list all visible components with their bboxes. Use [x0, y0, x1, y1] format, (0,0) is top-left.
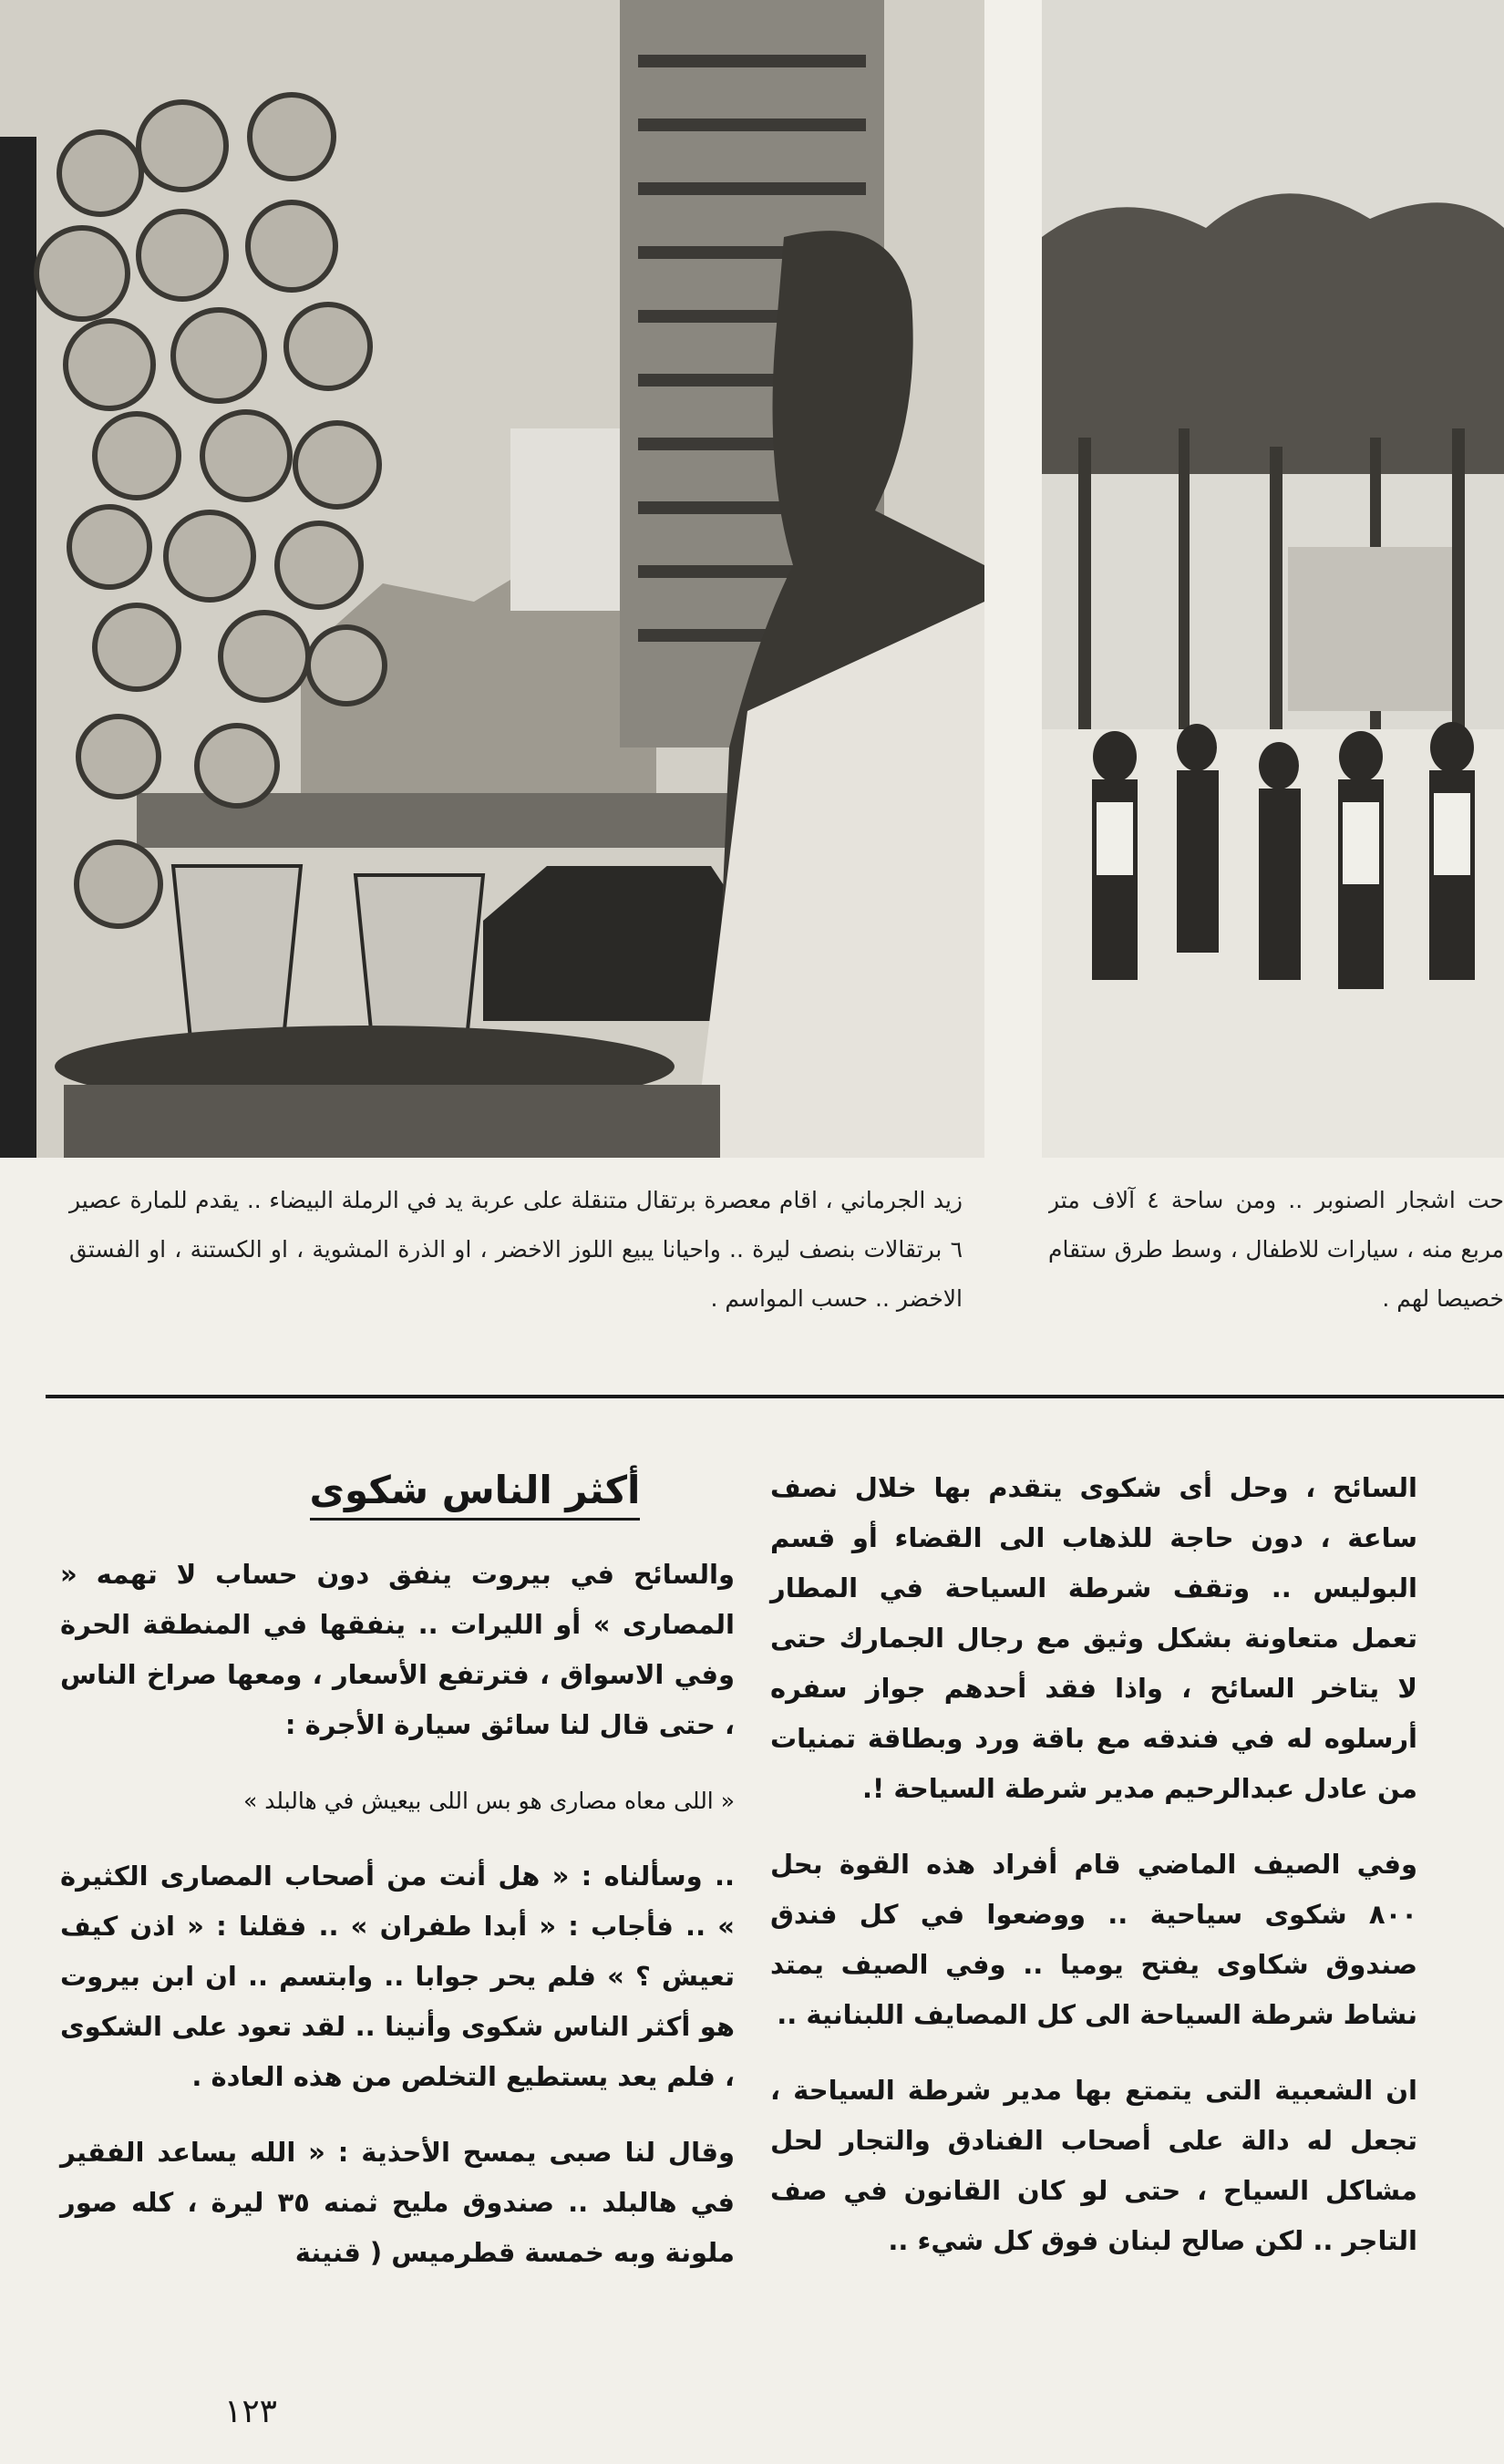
- photo-orange-juice-vendor: [0, 0, 984, 1158]
- caption-text: حت اشجار الصنوبر .. ومن ساحة ٤ آلاف متر مربع منه ، سيارات للاطفال ، وسط طرق ستقام خصيصا لهم .: [1048, 1187, 1504, 1312]
- paragraph: ان الشعبية التى يتمتع بها مدير شرطة السياحة ، تجعل له دالة على أصحاب الفنادق والتجار لحل مشاكل السياح ، حتى لو كان القانون في صف التاجر .. لكن صالح لبنان فوق كل شيء ..: [770, 2075, 1417, 2256]
- caption-text: زيد الجرماني ، اقام معصرة برتقال متنقلة على عربة يد في الرملة البيضاء .. يقدم للمارة عصير ٦ برتقالات بنصف ليرة .. واحيانا يبيع اللوز الاخضر ، او الذرة المشوية ، او الكستنة ، او الفستق الاخضر .. حسب المواسم .: [69, 1187, 963, 1312]
- photo-caption-left: [69, 1176, 963, 1324]
- section-heading: [60, 1463, 735, 1518]
- quote: « اللى معاه مصارى هو بس اللى بيعيش في هالبلد »: [243, 1788, 735, 1814]
- section-divider: [46, 1395, 1504, 1398]
- article-column-right: [770, 1463, 1417, 2292]
- section-heading-text: أكثر الناس شكوى: [310, 1468, 641, 1521]
- paragraph: وفي الصيف الماضي قام أفراد هذه القوة بحل ٨٠٠ شكوى سياحية .. ووضعوا في كل فندق صندوق شكاوى يفتح يوميا .. وفي الصيف يمتد نشاط شرطة السياحة الى كل المصايف اللبنانية ..: [770, 1849, 1417, 2030]
- paragraph: والسائح في بيروت ينفق دون حساب لا تهمه « المصارى » أو الليرات .. ينفقها في المنطقة الحرة وفي الاسواق ، فترتفع الأسعار ، ومعها صراخ الناس ، حتى قال لنا سائق سيارة الأجرة :: [60, 1559, 735, 1740]
- photo-caption-right: [1048, 1176, 1504, 1324]
- article-column-left: [60, 1463, 735, 2304]
- photo-park-children: [1042, 0, 1504, 1158]
- paragraph: .. وسألناه : « هل أنت من أصحاب المصارى الكثيرة » .. فأجاب : « أبدا طفران » .. فقلنا : « اذن كيف تعيش ؟ » فلم يحر جوابا .. وابتسم .. ان ابن بيروت هو أكثر الناس شكوى وأنينا .. لقد تعود على الشكوى ، فلم يعد يستطيع التخلص من هذه العادة .: [60, 1861, 735, 2092]
- page-number: ١٢٣: [223, 2393, 277, 2430]
- paragraph: وقال لنا صبى يمسح الأحذية : « الله يساعد الفقير في هالبلد .. صندوق مليح ثمنه ٣٥ ليرة ، كله صور ملونة وبه خمسة قطرميس ( قنينة: [60, 2137, 735, 2268]
- paragraph: السائح ، وحل أى شكوى يتقدم بها خلال نصف ساعة ، دون حاجة للذهاب الى القضاء أو قسم البوليس .. وتقف شرطة السياحة في المطار تعمل متعاونة بشكل وثيق مع رجال الجمارك حتى لا يتاخر السائح ، واذا فقد أحدهم جواز سفره أرسلوه له في فندقه مع باقة ورد وبطاقة تمنيات من عادل عبدالرحيم مدير شرطة السياحة !.: [770, 1472, 1417, 1804]
